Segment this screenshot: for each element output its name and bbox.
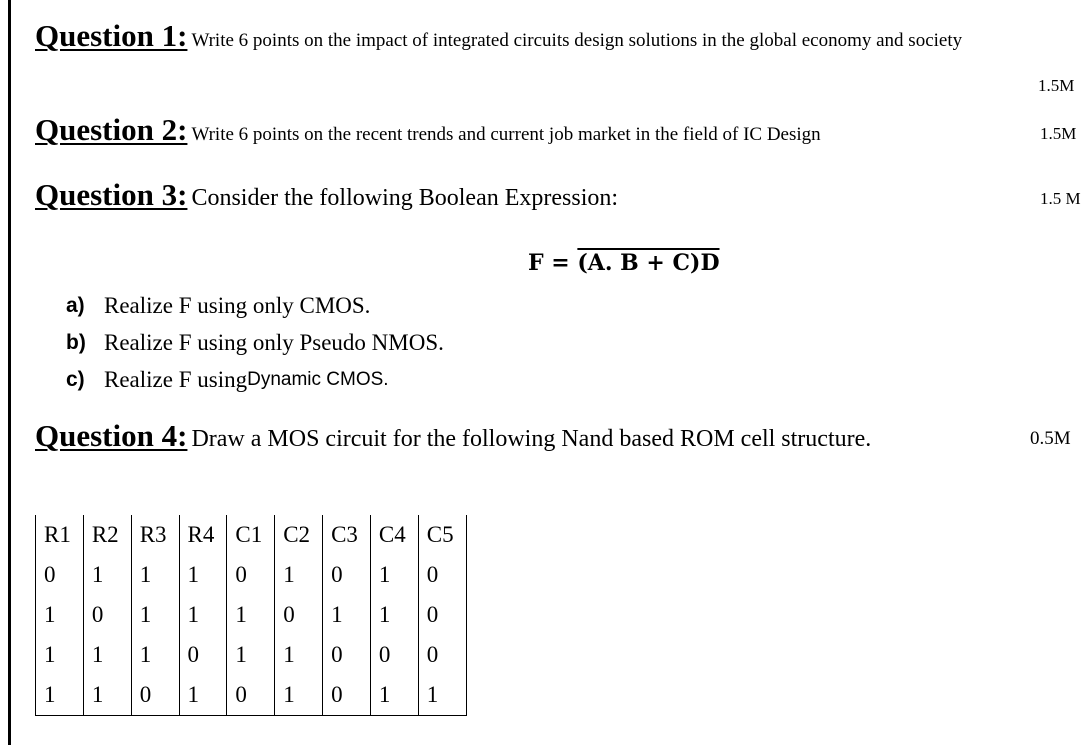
question-1-label: Question 1: xyxy=(35,18,188,53)
table-header-cell: R1 xyxy=(36,515,84,555)
table-header-cell: R4 xyxy=(179,515,227,555)
table-cell: 0 xyxy=(370,635,418,675)
table-cell: 1 xyxy=(418,675,466,716)
table-cell: 0 xyxy=(227,555,275,595)
table-cell: 1 xyxy=(36,675,84,716)
question-1-text: Write 6 points on the impact of integrated circuits design solutions in the global economy and society xyxy=(191,30,963,51)
sub-item-text: Realize F using only CMOS. xyxy=(104,292,371,318)
table-header-cell: C2 xyxy=(275,515,323,555)
question-3-text: Consider the following Boolean Expression: xyxy=(191,185,619,211)
boolean-formula xyxy=(528,250,720,276)
formula-rhs: (A. B + C)D xyxy=(577,250,720,276)
formula-lhs: F = xyxy=(528,250,578,276)
table-header-row xyxy=(36,515,467,555)
table-cell: 1 xyxy=(275,635,323,675)
table-row xyxy=(36,555,467,595)
sub-item-text-sans: Dynamic CMOS. xyxy=(247,368,389,390)
question-4-marks: 0.5M xyxy=(1030,428,1071,449)
table-cell: 0 xyxy=(36,555,84,595)
table-cell: 1 xyxy=(227,595,275,635)
table-cell: 0 xyxy=(323,635,371,675)
table-header-cell: C5 xyxy=(418,515,466,555)
question-3-sub-items xyxy=(66,287,444,398)
question-4-text: Draw a MOS circuit for the following Nand based ROM cell structure. xyxy=(191,426,872,452)
question-4 xyxy=(35,418,871,454)
table-header-cell: R3 xyxy=(131,515,179,555)
table-cell: 1 xyxy=(179,595,227,635)
table-header-cell: C3 xyxy=(323,515,371,555)
sub-item-b xyxy=(66,324,444,361)
table-cell: 0 xyxy=(131,675,179,716)
question-3 xyxy=(35,177,618,213)
table-cell: 1 xyxy=(36,635,84,675)
table-cell: 0 xyxy=(323,675,371,716)
table-cell: 1 xyxy=(83,635,131,675)
table-cell: 0 xyxy=(418,595,466,635)
table-row xyxy=(36,675,467,716)
table-cell: 0 xyxy=(418,555,466,595)
question-4-label: Question 4: xyxy=(35,418,188,453)
rom-cell-table xyxy=(35,515,467,716)
table-header-cell: C4 xyxy=(370,515,418,555)
table-header-cell: C1 xyxy=(227,515,275,555)
left-margin-rule xyxy=(8,0,11,745)
sub-item-letter: c) xyxy=(66,367,85,391)
table-cell: 1 xyxy=(83,555,131,595)
table-cell: 1 xyxy=(275,555,323,595)
table-cell: 0 xyxy=(418,635,466,675)
sub-item-a xyxy=(66,287,444,324)
question-2-text: Write 6 points on the recent trends and current job market in the field of IC Design xyxy=(191,124,821,145)
sub-item-c xyxy=(66,361,444,398)
table-cell: 0 xyxy=(227,675,275,716)
question-1 xyxy=(35,18,962,54)
table-cell: 1 xyxy=(131,635,179,675)
question-1-marks: 1.5M xyxy=(1038,76,1075,95)
table-cell: 1 xyxy=(370,675,418,716)
sub-item-text: Realize F using only Pseudo NMOS. xyxy=(104,329,444,355)
table-cell: 1 xyxy=(83,675,131,716)
table-row xyxy=(36,635,467,675)
table-cell: 1 xyxy=(370,555,418,595)
table-cell: 1 xyxy=(179,675,227,716)
table-cell: 0 xyxy=(83,595,131,635)
question-3-marks: 1.5 M xyxy=(1040,189,1081,208)
table-cell: 1 xyxy=(179,555,227,595)
sub-item-text: Realize F using xyxy=(104,366,248,392)
table-cell: 1 xyxy=(36,595,84,635)
sub-item-letter: b) xyxy=(66,330,86,354)
table-cell: 1 xyxy=(131,555,179,595)
table-cell: 0 xyxy=(179,635,227,675)
sub-item-letter: a) xyxy=(66,293,85,317)
table-cell: 0 xyxy=(323,555,371,595)
table-cell: 1 xyxy=(323,595,371,635)
table-header-cell: R2 xyxy=(83,515,131,555)
question-2 xyxy=(35,112,821,148)
table-row xyxy=(36,595,467,635)
question-2-label: Question 2: xyxy=(35,112,188,147)
table-cell: 0 xyxy=(275,595,323,635)
question-3-label: Question 3: xyxy=(35,177,188,212)
table-cell: 1 xyxy=(370,595,418,635)
table-cell: 1 xyxy=(131,595,179,635)
table-cell: 1 xyxy=(275,675,323,716)
question-2-marks: 1.5M xyxy=(1040,124,1077,143)
table-cell: 1 xyxy=(227,635,275,675)
